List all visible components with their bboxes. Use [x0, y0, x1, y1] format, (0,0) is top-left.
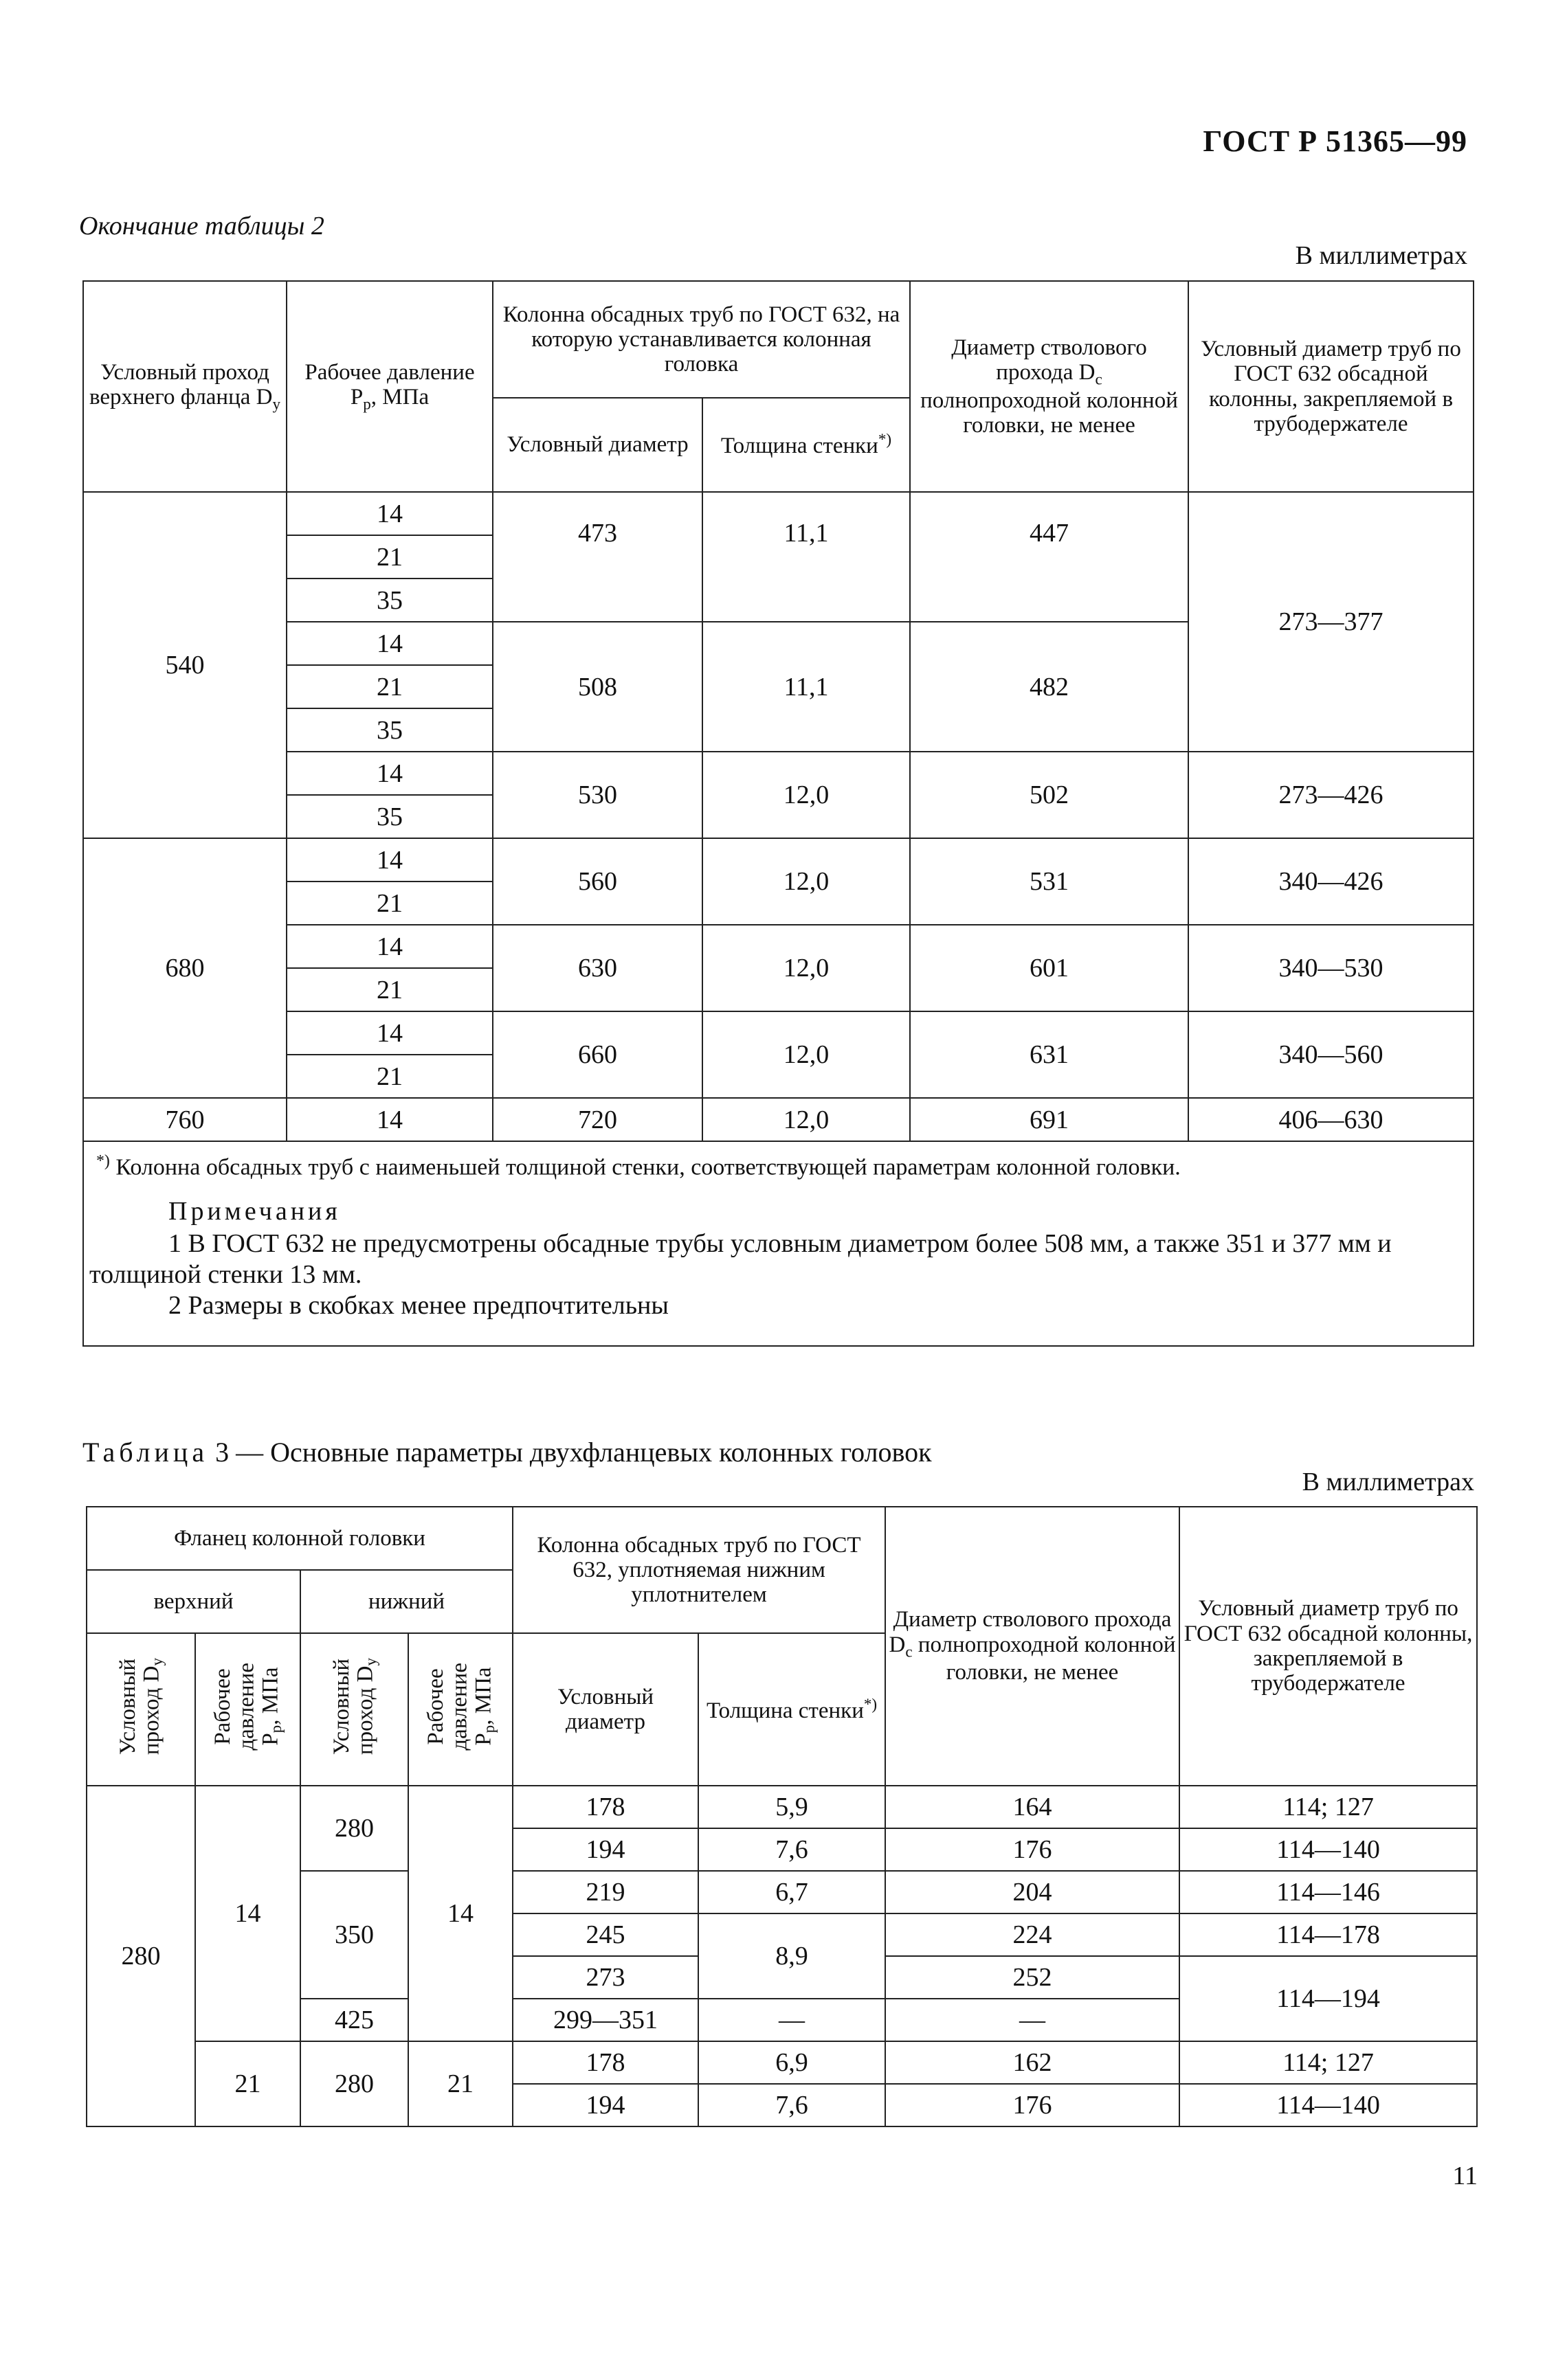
- t2-header-flange: Условный проход верхнего фланца $D_у$: [83, 281, 287, 492]
- t2-diameter-cell: 630: [493, 925, 702, 1011]
- t2-hanger-cell: 340—560: [1188, 1011, 1474, 1098]
- document-header: ГОСТ Р 51365—99: [1203, 124, 1467, 158]
- t2-wall-cell: 11,1: [702, 622, 910, 752]
- t2-notes-heading: Примечания: [168, 1197, 341, 1226]
- t2-wall-cell: 12,0: [702, 1098, 910, 1141]
- table3: [86, 1506, 1478, 2127]
- t3-upper-dn-cell: 280: [87, 1786, 195, 2126]
- t3-header-upper: верхний: [87, 1570, 300, 1633]
- t3-hanger-cell: 114—146: [1179, 1871, 1477, 1913]
- t3-wall-cell: 6,9: [698, 2041, 885, 2084]
- t2-wall-cell: 12,0: [702, 1011, 910, 1098]
- t3-bore-cell: —: [885, 1999, 1179, 2041]
- t2-header-bore: Диаметр стволового прохода $D_с$ полнопроходной колонной головки, не менее: [910, 281, 1188, 492]
- t3-header-casing-group: Колонна обсадных труб по ГОСТ 632, уплотняемая нижним уплотнителем: [513, 1507, 885, 1633]
- t2-pressure-cell: 14: [287, 622, 493, 665]
- t2-pressure-cell: 21: [287, 535, 493, 579]
- t2-pressure-cell: 35: [287, 579, 493, 622]
- t2-diameter-cell: 660: [493, 1011, 702, 1098]
- t2-hanger-cell: 340—426: [1188, 838, 1474, 925]
- t3-hanger-cell: 114—194: [1179, 1956, 1477, 2041]
- t2-bore-cell: 502: [910, 752, 1188, 838]
- t2-header-casing-diameter: Условный диаметр: [493, 398, 702, 492]
- t2-pressure-cell: 35: [287, 708, 493, 752]
- t3-wall-cell: 7,6: [698, 2084, 885, 2126]
- t3-header-hanger: Условный диаметр труб по ГОСТ 632 обсадной колонны, закрепляемой в трубодержателе: [1179, 1507, 1477, 1786]
- t2-hanger-cell: 406—630: [1188, 1098, 1474, 1141]
- t3-hanger-cell: 114—140: [1179, 1828, 1477, 1871]
- t3-lower-p-cell: 14: [408, 1786, 513, 2041]
- t3-header-casing-diameter: Условный диаметр: [513, 1633, 698, 1786]
- t2-diameter-cell: 508: [493, 622, 702, 752]
- t3-header-upper-p: Рабочее давление $P_р$, МПа: [195, 1633, 300, 1786]
- table2-continuation-caption: Окончание таблицы 2: [79, 212, 324, 240]
- t2-header-casing-wall: Толщина стенки*): [702, 398, 910, 492]
- t3-bore-cell: 162: [885, 2041, 1179, 2084]
- t2-bore-cell: 482: [910, 622, 1188, 752]
- t2-diameter-cell: 560: [493, 838, 702, 925]
- t3-wall-cell: 7,6: [698, 1828, 885, 1871]
- table2-units: В миллиметрах: [1295, 241, 1467, 270]
- t2-bore-cell: 531: [910, 838, 1188, 925]
- t2-pressure-cell: 14: [287, 1011, 493, 1055]
- t3-diameter-cell: 178: [513, 2041, 698, 2084]
- t2-flange-cell: 680: [83, 838, 287, 1098]
- t3-lower-dn-cell: 350: [300, 1871, 408, 1999]
- t3-diameter-cell: 245: [513, 1913, 698, 1956]
- t2-pressure-cell: 21: [287, 1055, 493, 1098]
- t2-flange-cell: 540: [83, 492, 287, 838]
- t3-diameter-cell: 299—351: [513, 1999, 698, 2041]
- t2-footnote: *) Колонна обсадных труб с наименьшей толщиной стенки, соответствующей параметрам колонной головки.: [96, 1152, 1181, 1180]
- t2-wall-cell: 11,1: [702, 492, 910, 622]
- t2-footer: [83, 1141, 1474, 1346]
- t2-hanger-cell: 273—377: [1188, 492, 1474, 752]
- t3-wall-cell: —: [698, 1999, 885, 2041]
- t2-pressure-cell: 21: [287, 882, 493, 925]
- t3-header-lower-p: Рабочее давление $P_р$, МПа: [408, 1633, 513, 1786]
- t2-header-hanger: Условный диаметр труб по ГОСТ 632 обсадной колонны, закрепляемой в трубодержателе: [1188, 281, 1474, 492]
- table3-units: В миллиметрах: [1302, 1468, 1474, 1496]
- t3-header-bore: Диаметр стволового прохода $D_с$ полнопроходной колонной головки, не менее: [885, 1507, 1179, 1786]
- t2-pressure-cell: 21: [287, 665, 493, 708]
- t2-pressure-cell: 35: [287, 795, 493, 838]
- t3-bore-cell: 164: [885, 1786, 1179, 1828]
- table2: [82, 280, 1474, 1347]
- t3-bore-cell: 252: [885, 1956, 1179, 1999]
- t2-note: 2 Размеры в скобках менее предпочтительны: [168, 1290, 669, 1320]
- t3-wall-cell: 5,9: [698, 1786, 885, 1828]
- t3-lower-dn-cell: 280: [300, 2041, 408, 2126]
- t2-pressure-cell: 14: [287, 752, 493, 795]
- t3-upper-p-cell: 14: [195, 1786, 300, 2041]
- t2-header-pressure: Рабочее давление $P_р$, МПа: [287, 281, 493, 492]
- t2-wall-cell: 12,0: [702, 752, 910, 838]
- t2-hanger-cell: 340—530: [1188, 925, 1474, 1011]
- t2-wall-cell: 12,0: [702, 925, 910, 1011]
- t3-upper-p-cell: 21: [195, 2041, 300, 2126]
- t3-hanger-cell: 114—178: [1179, 1913, 1477, 1956]
- t3-wall-cell: 8,9: [698, 1913, 885, 1999]
- t2-bore-cell: 447: [910, 492, 1188, 622]
- t3-hanger-cell: 114—140: [1179, 2084, 1477, 2126]
- t3-header-lower-dn: Условный проход $D_у$: [300, 1633, 408, 1786]
- t2-note: 1 В ГОСТ 632 не предусмотрены обсадные трубы условным диаметром более 508 мм, а также 351 и 377 мм и толщиной стенки 13 мм.: [89, 1229, 1392, 1290]
- t2-bore-cell: 691: [910, 1098, 1188, 1141]
- t2-bore-cell: 631: [910, 1011, 1188, 1098]
- t3-lower-p-cell: 21: [408, 2041, 513, 2126]
- t3-bore-cell: 176: [885, 1828, 1179, 1871]
- t3-diameter-cell: 194: [513, 1828, 698, 1871]
- t3-header-flange: Фланец колонной головки: [87, 1507, 513, 1570]
- t2-bore-cell: 601: [910, 925, 1188, 1011]
- t2-diameter-cell: 720: [493, 1098, 702, 1141]
- t2-pressure-cell: 21: [287, 968, 493, 1011]
- t3-diameter-cell: 273: [513, 1956, 698, 1999]
- page-number: 11: [1452, 2162, 1478, 2190]
- table3-title: Таблица 3 — Основные параметры двухфланцевых колонных головок: [82, 1437, 932, 1468]
- t3-diameter-cell: 194: [513, 2084, 698, 2126]
- t3-hanger-cell: 114; 127: [1179, 1786, 1477, 1828]
- t2-hanger-cell: 273—426: [1188, 752, 1474, 838]
- t3-bore-cell: 204: [885, 1871, 1179, 1913]
- t3-bore-cell: 224: [885, 1913, 1179, 1956]
- t3-header-lower: нижний: [300, 1570, 513, 1633]
- t2-wall-cell: 12,0: [702, 838, 910, 925]
- t2-pressure-cell: 14: [287, 838, 493, 882]
- t2-pressure-cell: 14: [287, 1098, 493, 1141]
- t2-header-casing-group: Колонна обсадных труб по ГОСТ 632, на которую устанавливается колонная головка: [493, 281, 910, 398]
- t2-pressure-cell: 14: [287, 925, 493, 968]
- t2-flange-cell: 760: [83, 1098, 287, 1141]
- t3-bore-cell: 176: [885, 2084, 1179, 2126]
- t2-pressure-cell: 14: [287, 492, 493, 535]
- t2-diameter-cell: 530: [493, 752, 702, 838]
- t3-lower-dn-cell: 425: [300, 1999, 408, 2041]
- t3-header-upper-dn: Условный проход $D_у$: [87, 1633, 195, 1786]
- t2-diameter-cell: 473: [493, 492, 702, 622]
- t3-lower-dn-cell: 280: [300, 1786, 408, 1871]
- t3-wall-cell: 6,7: [698, 1871, 885, 1913]
- t3-diameter-cell: 219: [513, 1871, 698, 1913]
- t3-header-casing-wall: Толщина стенки*): [698, 1633, 885, 1786]
- t3-hanger-cell: 114; 127: [1179, 2041, 1477, 2084]
- t3-diameter-cell: 178: [513, 1786, 698, 1828]
